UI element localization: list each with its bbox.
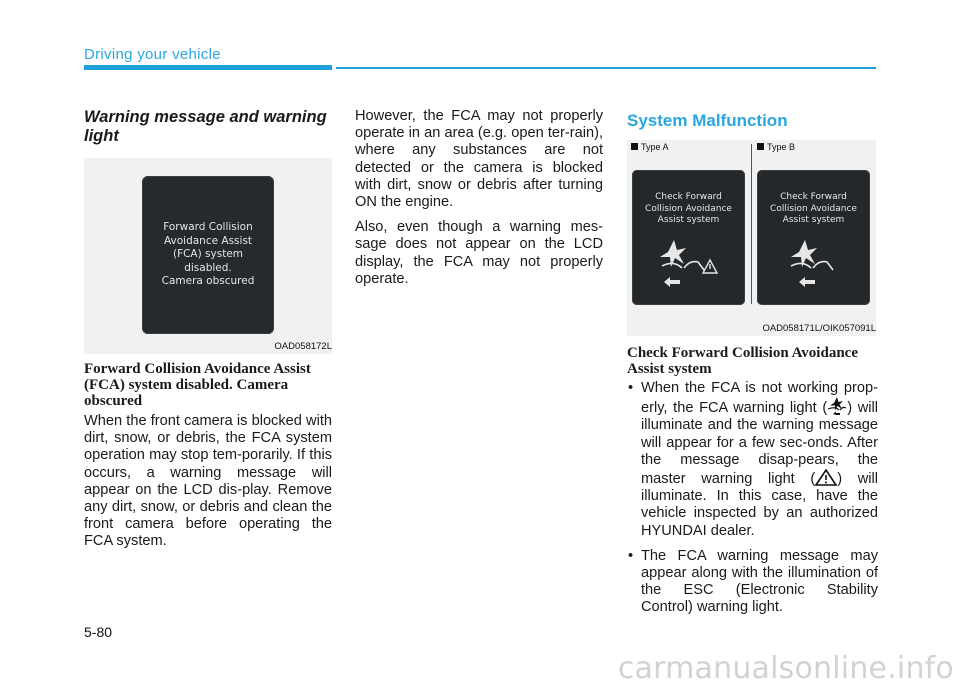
left-body: When the front camera is blocked with dirt, snow, or debris, the FCA system operation may stop tem-porarily. If this occurs, a warning message will appear on the LCD dis-play. Remove any dirt, snow, or debris and clean the front camera before operating the FCA system. (84, 413, 332, 550)
paragraph: However, the FCA may not properly operate in an area (e.g. open ter-rain), where any substances are not detected or the camera is blocked with dirt, snow or debris after turning ON the engine. (355, 108, 603, 211)
system-malfunction-heading: System Malfunction (627, 111, 788, 130)
header-rule-thin (336, 67, 876, 69)
figure-code: OAD058172L (274, 341, 332, 352)
page-number: 5-80 (84, 624, 113, 640)
malfunction-bullets (627, 380, 878, 625)
fca-warning-icon (779, 240, 849, 290)
figure-code: OAD058171L/OIK057091L (762, 323, 876, 334)
cluster-display-screen (142, 176, 274, 334)
list-item: • When the FCA is not working prop-erly, the FCA warning light ( ) will illuminate and the warning message will appear for a few sec-onds. After the message disap-pears, the master warning light ( ) will illuminate. In this case, have the vehicle inspected by an authorized HYUNDAI dealer. (627, 380, 878, 540)
message-title: Forward Collision Avoidance Assist (FCA) system disabled. Camera obscured (84, 361, 311, 409)
header-rule-thick (84, 65, 332, 70)
type-b-screen-text: Check Forward Collision Avoidance Assist system (770, 192, 857, 225)
warning-message-heading: Warning message and warning light (84, 108, 327, 145)
malfunction-figure (627, 140, 876, 336)
type-b-label: Type B (757, 142, 795, 152)
type-a-screen (632, 170, 745, 305)
fca-warning-icon (654, 240, 724, 290)
type-b-screen (757, 170, 870, 305)
middle-column (355, 108, 603, 296)
master-warning-icon (815, 469, 837, 486)
paragraph: Also, even though a warning mes-sage does not appear on the LCD display, the FCA may not properly operate. (355, 219, 603, 287)
fca-warning-light-icon (827, 397, 847, 415)
cluster-display-text: Forward Collision Avoidance Assist (FCA) system disabled. Camera obscured (161, 221, 255, 288)
section-title: Driving your vehicle (84, 46, 221, 63)
check-fca-heading: Check Forward Collision Avoidance Assist system (627, 345, 858, 377)
list-item: • The FCA warning message may appear along with the illumination of the ESC (Electronic Stability Control) warning light. (627, 548, 878, 617)
watermark: carmanualsonline.info (617, 651, 954, 686)
type-a-label: Type A (631, 142, 669, 152)
figure-divider (751, 144, 752, 304)
left-column (84, 108, 332, 146)
type-a-screen-text: Check Forward Collision Avoidance Assist system (645, 192, 732, 225)
fca-disabled-figure (84, 158, 332, 354)
